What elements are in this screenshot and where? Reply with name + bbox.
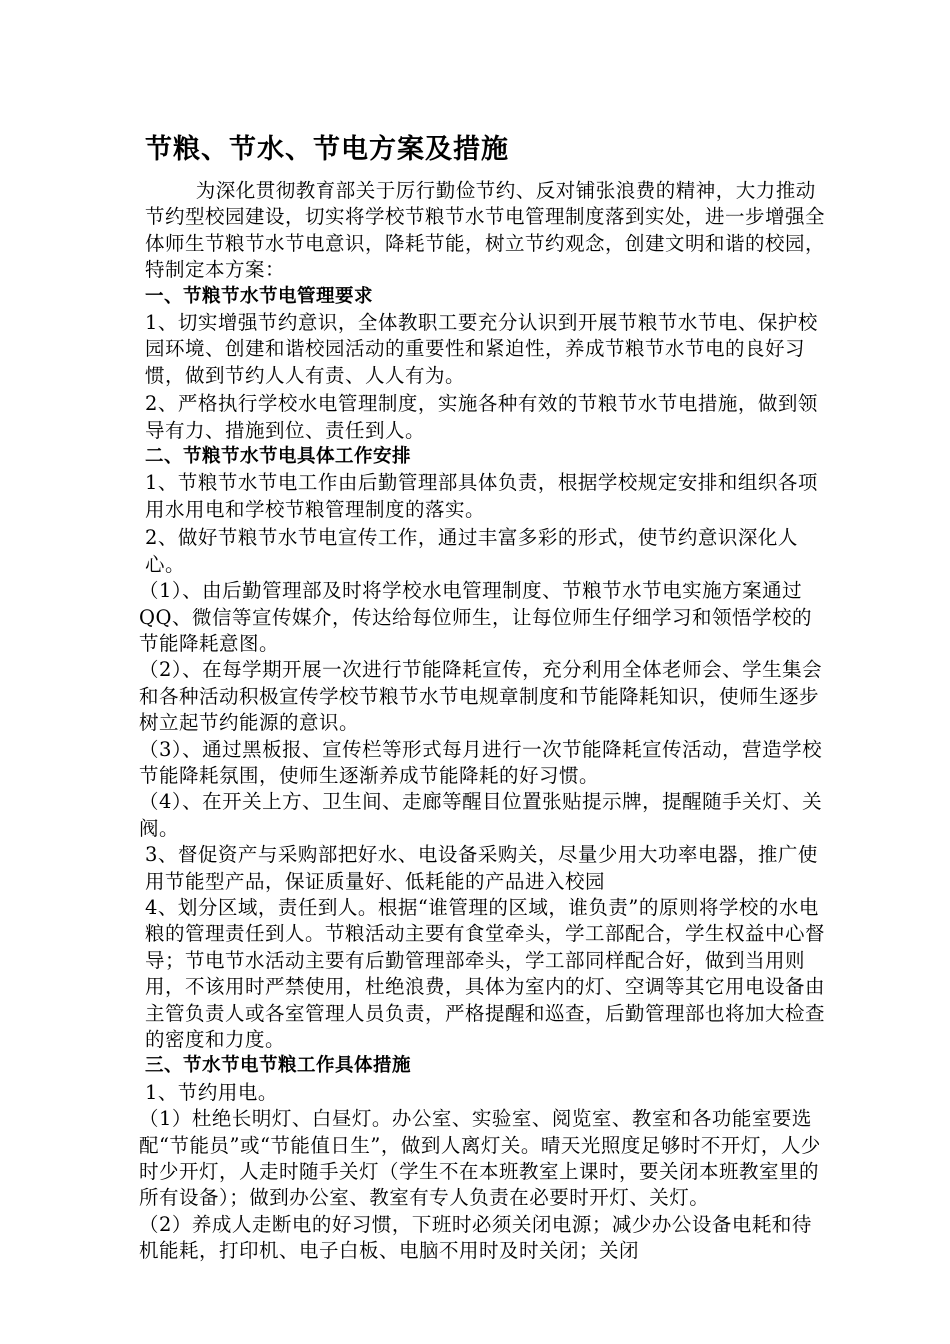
paragraph: 2、做好节粮节水节电宣传工作，通过丰富多彩的形式，使节约意识深化人心。: [145, 526, 798, 576]
paragraph: 3、督促资产与采购部把好水、电设备采购关，尽量少用大功率电器，推广使用节能型产品，保证质量好、低耗能的产品进入校园: [145, 843, 818, 893]
sub-paragraph: （1）、由后勤管理部及时将学校水电管理制度、节粮节水节电实施方案通过QQ、微信等宣传媒介，传达给每位师生，让每位师生仔细学习和领悟学校的节能降耗意图。: [139, 579, 812, 655]
section-heading-1: 一、节粮节水节电管理要求: [145, 285, 374, 307]
section-heading-2: 二、节粮节水节电具体工作安排: [145, 446, 412, 468]
document-title: 节粮、节水、节电方案及措施: [145, 134, 509, 165]
paragraph: 1、节粮节水节电工作由后勤管理部具体负责，根据学校规定安排和组织各项用水用电和学校节粮管理制度的落实。: [145, 471, 818, 521]
sub-paragraph: （3）、通过黑板报、宣传栏等形式每月进行一次节能降耗宣传活动，营造学校节能降耗氛围，使师生逐渐养成节能降耗的好习惯。: [139, 737, 823, 787]
paragraph: 1、切实增强节约意识，全体教职工要充分认识到开展节粮节水节电、保护校园环境、创建和谐校园活动的重要性和紧迫性，养成节粮节水节电的良好习惯，做到节约人人有责、人人有为。: [145, 311, 818, 387]
paragraph: 4、划分区域，责任到人。根据“谁管理的区域，谁负责”的原则将学校的水电粮的管理责任到人。节粮活动主要有食堂牵头，学工部配合，学生权益中心督导；节电节水活动主要有后勤管理部牵头，学工部同样配合好，做到当用则用，不该用时严禁使用，杜绝浪费，具体为室内的灯、空调等其它用电设备由主管负责人或各室管理人员负责，严格提醒和巡查，后勤管理部也将加大检查的密度和力度。: [145, 895, 826, 1051]
sub-paragraph: （4）、在开关上方、卫生间、走廊等醒目位置张贴提示牌，提醒随手关灯、关阀。: [139, 790, 823, 840]
document-page: [139, 128, 826, 1265]
paragraph: 2、严格执行学校水电管理制度，实施各种有效的节粮节水节电措施，做到领导有力、措施到位、责任到人。: [145, 392, 818, 442]
intro-paragraph: 为深化贯彻教育部关于厉行勤俭节约、反对铺张浪费的精神，大力推动节约型校园建设，切实将学校节粮节水节电管理制度落到实处，进一步增强全体师生节粮节水节电意识，降耗节能，树立节约观念，创建文明和谐的校园，特制定本方案：: [145, 179, 826, 282]
section-heading-3: 三、节水节电节粮工作具体措施: [145, 1055, 412, 1077]
sub-paragraph: （2）养成人走断电的好习惯，下班时必须关闭电源；减少办公设备电耗和待机能耗，打印机、电子白板、电脑不用时及时关闭；关闭: [139, 1212, 812, 1263]
sub-paragraph: （1）杜绝长明灯、白昼灯。办公室、实验室、阅览室、教室和各功能室要选配“节能员”或“节能值日生”，做到人离灯关。晴天光照度足够时不开灯，人少时少开灯，人走时随手关灯（学生不在本班教室上课时，要关闭本班教室里的所有设备）；做到办公室、教室有专人负责在必要时开灯、关灯。: [139, 1107, 821, 1210]
sub-paragraph: （2）、在每学期开展一次进行节能降耗宣传，充分利用全体老师会、学生集会和各种活动积极宣传学校节粮节水节电规章制度和节能降耗知识，使师生逐步树立起节约能源的意识。: [139, 658, 823, 735]
paragraph: 1、节约用电。: [145, 1080, 278, 1104]
